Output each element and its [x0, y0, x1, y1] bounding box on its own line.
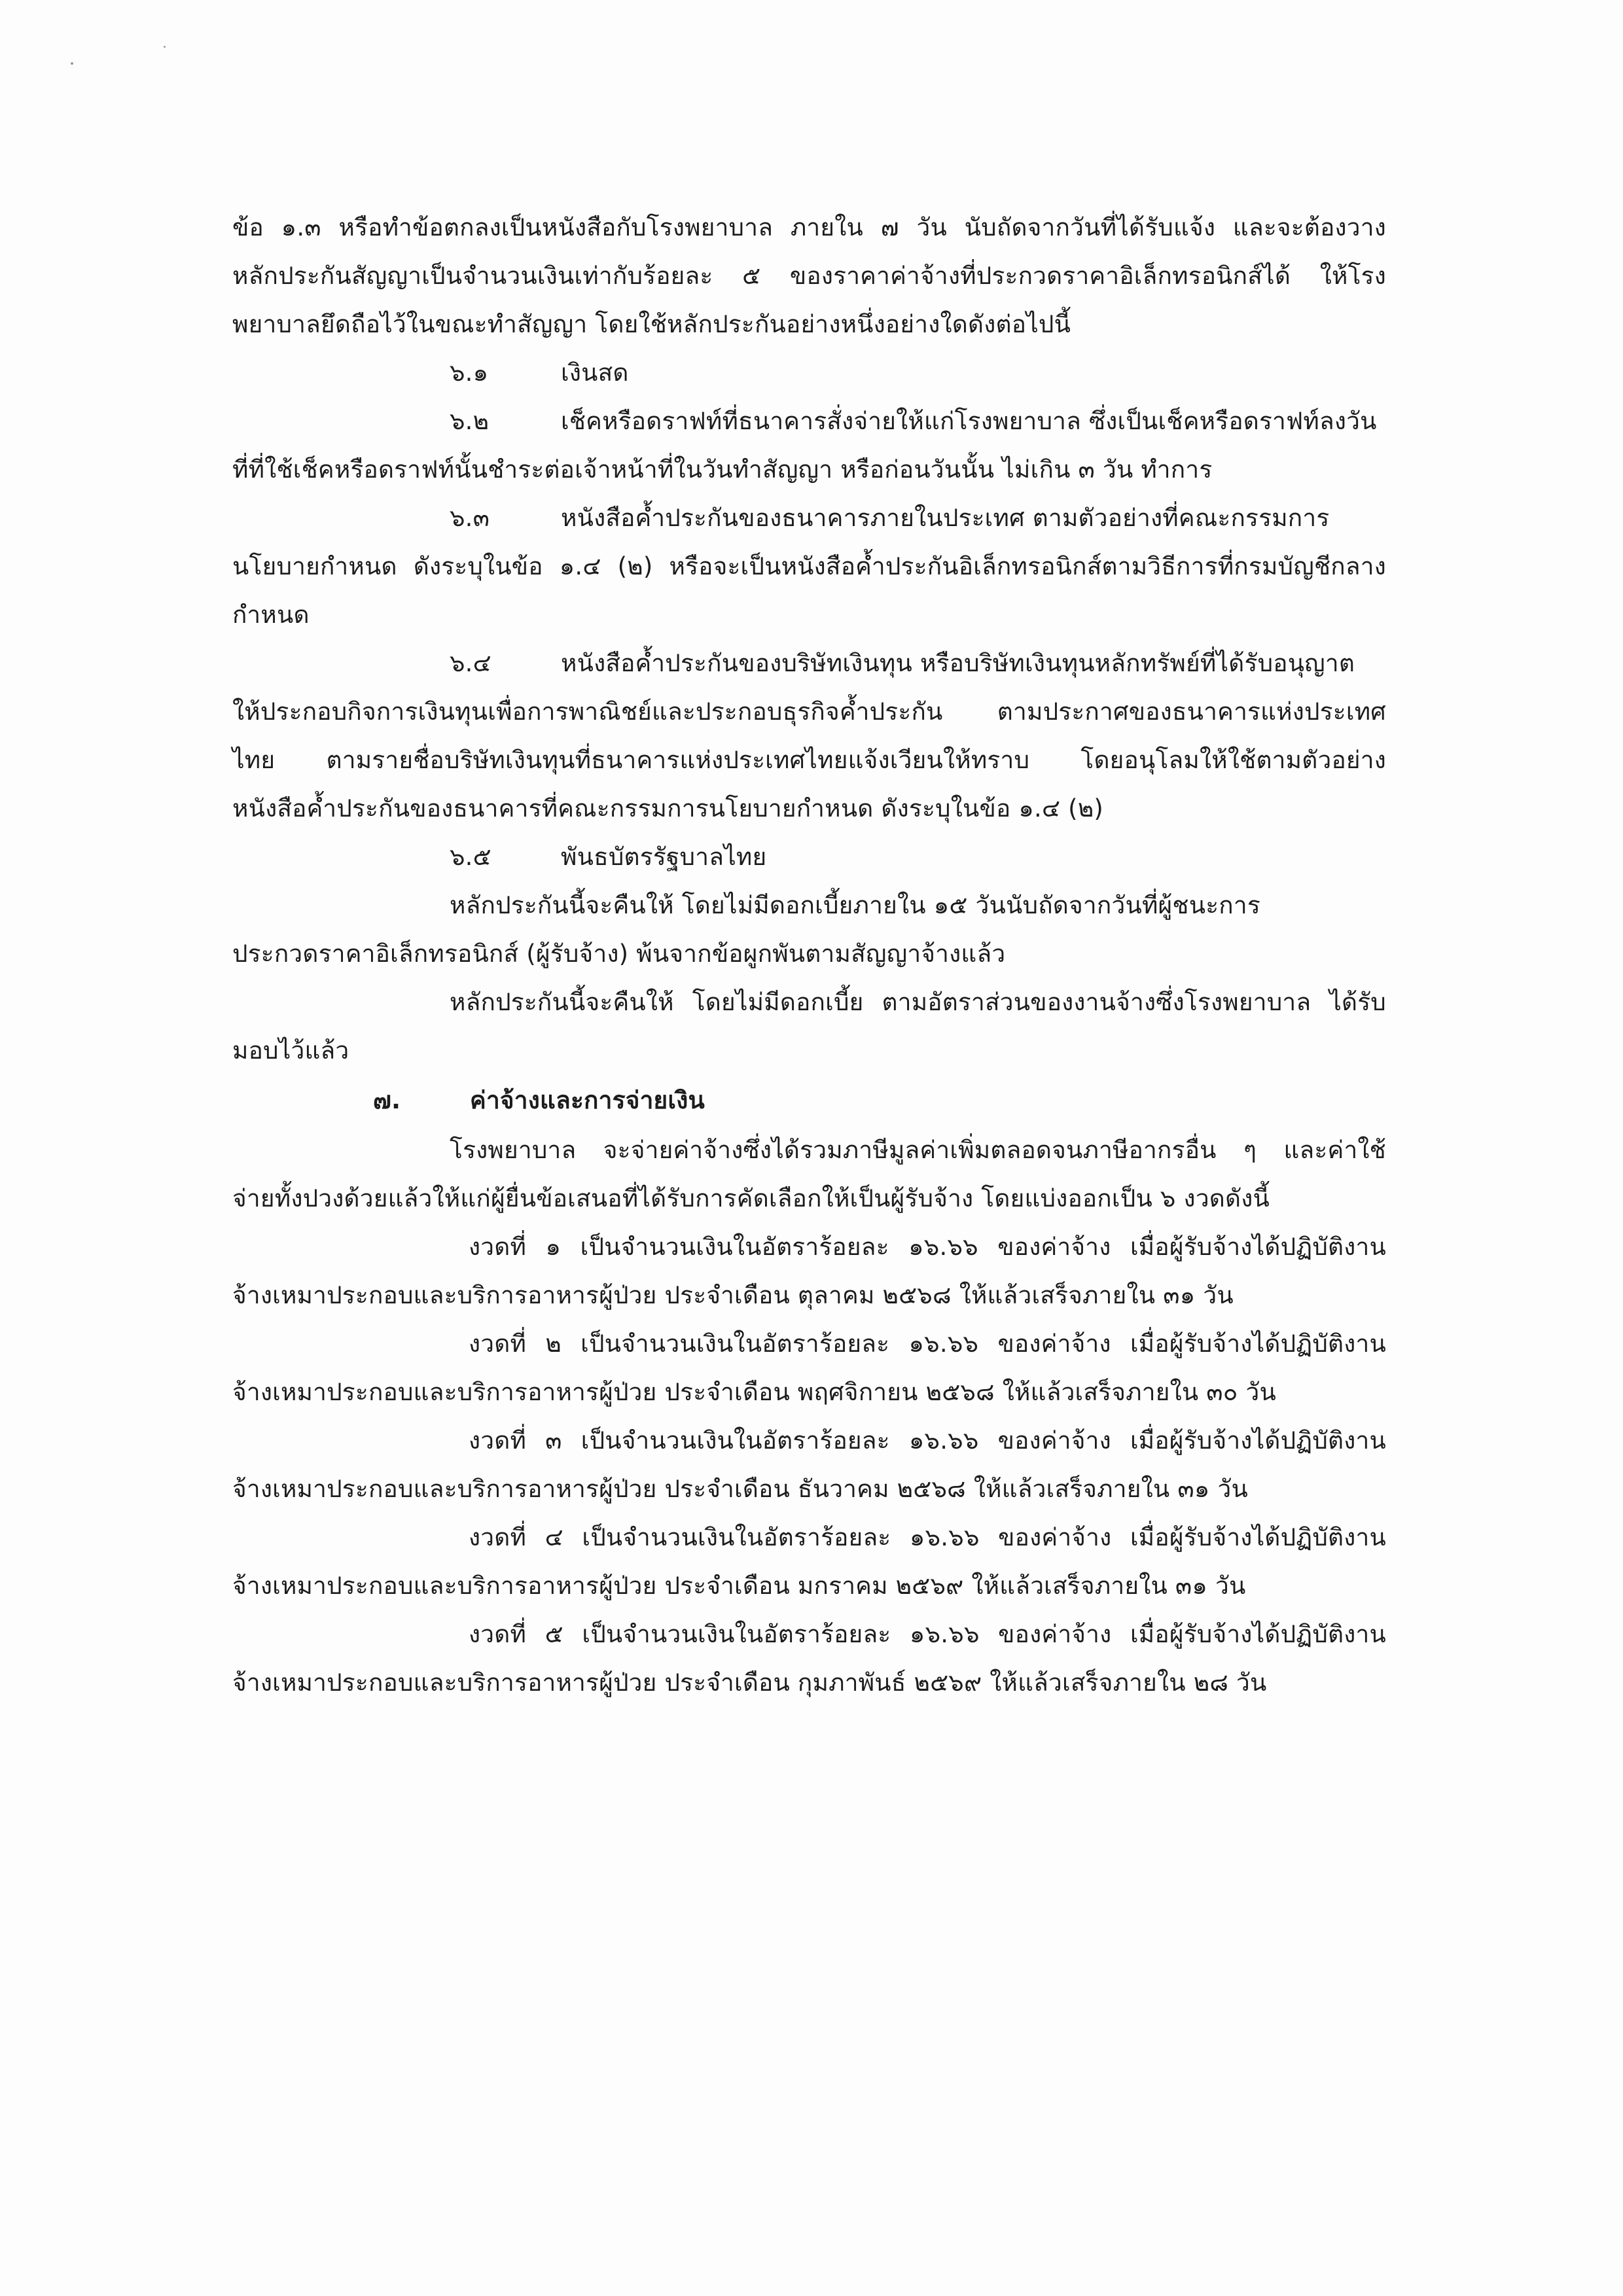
- paragraph-line: นโยบายกำหนด ดังระบุในข้อ ๑.๔ (๒) หรือจะเป็นหนังสือค้ำประกันอิเล็กทรอนิกส์ตามวิธีการที่กรมบัญชีกลาง: [232, 552, 1386, 580]
- item-number: ๖.๒: [450, 407, 490, 435]
- installment-line: จ้างเหมาประกอบและบริการอาหารผู้ป่วย ประจำเดือน พฤศจิกายน ๒๕๖๘ ให้แล้วเสร็จภายใน ๓๐ วัน: [232, 1378, 1276, 1406]
- paragraph-line: ประกวดราคาอิเล็กทรอนิกส์ (ผู้รับจ้าง) พ้นจากข้อผูกพันตามสัญญาจ้างแล้ว: [232, 940, 1006, 968]
- paragraph-line: หลักประกันนี้จะคืนให้ โดยไม่มีดอกเบี้ยภายใน ๑๕ วันนับถัดจากวันที่ผู้ชนะการ: [450, 891, 1260, 919]
- installment-line: จ้างเหมาประกอบและบริการอาหารผู้ป่วย ประจำเดือน กุมภาพันธ์ ๒๕๖๙ ให้แล้วเสร็จภายใน ๒๘ วัน: [232, 1669, 1267, 1697]
- paragraph-line: มอบไว้แล้ว: [232, 1036, 349, 1065]
- section-heading: [373, 1081, 705, 1120]
- paragraph-line: หนังสือค้ำประกันของธนาคารที่คณะกรรมการนโยบายกำหนด ดังระบุในข้อ ๑.๔ (๒): [232, 794, 1104, 822]
- list-item-6-5: [450, 838, 766, 877]
- item-text: หนังสือค้ำประกันของบริษัทเงินทุน หรือบริษัทเงินทุนหลักทรัพย์ที่ได้รับอนุญาต: [561, 649, 1355, 677]
- item-number: ๖.๕: [450, 843, 491, 871]
- paragraph-line: ที่ที่ใช้เช็คหรือดราฟท์นั้นชำระต่อเจ้าหน้าที่ในวันทำสัญญา หรือก่อนวันนั้น ไม่เกิน ๓ วัน ทำการ: [232, 455, 1213, 484]
- installment-line: งวดที่ ๒ เป็นจำนวนเงินในอัตราร้อยละ ๑๖.๖๖ ของค่าจ้าง เมื่อผู้รับจ้างได้ปฏิบัติงาน: [469, 1330, 1386, 1358]
- paragraph-line: ให้ประกอบกิจการเงินทุนเพื่อการพาณิชย์และประกอบธุรกิจค้ำประกัน ตามประกาศของธนาคารแห่งประเทศ: [232, 698, 1386, 726]
- installment-line: งวดที่ ๔ เป็นจำนวนเงินในอัตราร้อยละ ๑๖.๖๖ ของค่าจ้าง เมื่อผู้รับจ้างได้ปฏิบัติงาน: [469, 1523, 1386, 1551]
- installment-line: จ้างเหมาประกอบและบริการอาหารผู้ป่วย ประจำเดือน ตุลาคม ๒๕๖๘ ให้แล้วเสร็จภายใน ๓๑ วัน: [232, 1281, 1234, 1309]
- item-text: พันธบัตรรัฐบาลไทย: [561, 843, 767, 871]
- installment-line: จ้างเหมาประกอบและบริการอาหารผู้ป่วย ประจำเดือน ธันวาคม ๒๕๖๘ ให้แล้วเสร็จภายใน ๓๑ วัน: [232, 1475, 1248, 1503]
- paragraph-line: ไทย ตามรายชื่อบริษัทเงินทุนที่ธนาคารแห่งประเทศไทยแจ้งเวียนให้ทราบ โดยอนุโลมให้ใช้ตามตัวอย่าง: [232, 746, 1386, 774]
- list-item-6-3: [450, 499, 1329, 538]
- scan-speck: [71, 62, 73, 65]
- installment-line: จ้างเหมาประกอบและบริการอาหารผู้ป่วย ประจำเดือน มกราคม ๒๕๖๙ ให้แล้วเสร็จภายใน ๓๑ วัน: [232, 1572, 1246, 1600]
- list-item-6-2: [450, 402, 1386, 441]
- item-number: ๖.๔: [450, 649, 491, 677]
- installment-line: งวดที่ ๓ เป็นจำนวนเงินในอัตราร้อยละ ๑๖.๖๖ ของค่าจ้าง เมื่อผู้รับจ้างได้ปฏิบัติงาน: [469, 1426, 1386, 1455]
- paragraph-line: จ่ายทั้งปวงด้วยแล้วให้แก่ผู้ยื่นข้อเสนอที่ได้รับการคัดเลือกให้เป็นผู้รับจ้าง โดยแบ่งออกเป็น ๖ งวดดังนี้: [232, 1184, 1270, 1212]
- item-number: ๖.๑: [450, 359, 489, 387]
- item-text: เงินสด: [561, 359, 629, 387]
- item-text: เช็คหรือดราฟท์ที่ธนาคารสั่งจ่ายให้แก่โรงพยาบาล ซึ่งเป็นเช็คหรือดราฟท์ลงวัน: [561, 407, 1377, 435]
- scan-speck: [164, 46, 166, 48]
- installment-line: งวดที่ ๑ เป็นจำนวนเงินในอัตราร้อยละ ๑๖.๖๖ ของค่าจ้าง เมื่อผู้รับจ้างได้ปฏิบัติงาน: [469, 1233, 1386, 1261]
- paragraph-line: หลักประกันนี้จะคืนให้ โดยไม่มีดอกเบี้ย ตามอัตราส่วนของงานจ้างซึ่งโรงพยาบาล ได้รับ: [450, 988, 1386, 1016]
- paragraph-line: หลักประกันสัญญาเป็นจำนวนเงินเท่ากับร้อยละ ๕ ของราคาค่าจ้างที่ประกวดราคาอิเล็กทรอนิกส์ได้ ให้โรง: [232, 262, 1386, 290]
- paragraph-line: กำหนด: [232, 601, 310, 629]
- item-number: ๖.๓: [450, 504, 490, 532]
- section-title: ค่าจ้างและการจ่ายเงิน: [470, 1086, 705, 1114]
- section-number: ๗.: [373, 1086, 401, 1114]
- item-text: หนังสือค้ำประกันของธนาคารภายในประเทศ ตามตัวอย่างที่คณะกรรมการ: [561, 504, 1330, 532]
- paragraph-line: ข้อ ๑.๓ หรือทำข้อตกลงเป็นหนังสือกับโรงพยาบาล ภายใน ๗ วัน นับถัดจากวันที่ได้รับแจ้ง และจะต้องวาง: [232, 213, 1386, 241]
- paragraph-line: โรงพยาบาล จะจ่ายค่าจ้างซึ่งได้รวมภาษีมูลค่าเพิ่มตลอดจนภาษีอากรอื่น ๆ และค่าใช้: [450, 1136, 1386, 1164]
- paragraph-line: พยาบาลยึดถือไว้ในขณะทำสัญญา โดยใช้หลักประกันอย่างหนึ่งอย่างใดดังต่อไปนี้: [232, 310, 1071, 338]
- installment-line: งวดที่ ๕ เป็นจำนวนเงินในอัตราร้อยละ ๑๖.๖๖ ของค่าจ้าง เมื่อผู้รับจ้างได้ปฏิบัติงาน: [469, 1620, 1386, 1648]
- list-item-6-4: [450, 644, 1355, 683]
- list-item-6-1: [450, 353, 629, 393]
